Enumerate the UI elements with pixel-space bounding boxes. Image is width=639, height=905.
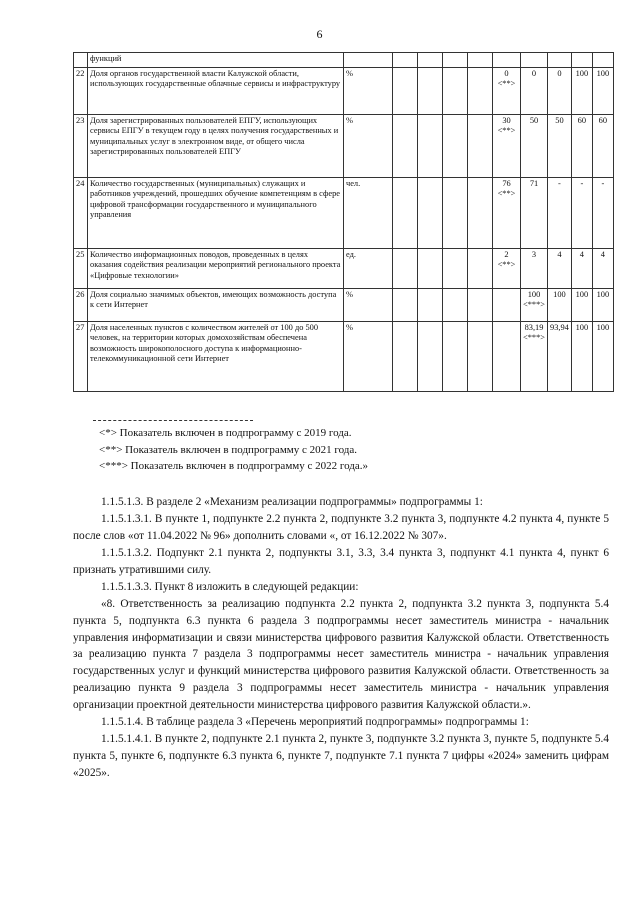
indicator-value [418,178,443,249]
indicator-value [393,178,418,249]
indicator-value [443,53,468,68]
indicator-name: Доля зарегистрированных пользователей ЕПГУ, использующих сервисы ЕПГУ в текущем году в целях получения государственных и муниципальных услуг в электронном виде, от общего числа зарегистрированных пользователей ЕПГУ [88,115,344,178]
indicator-value: 50 [548,115,572,178]
row-number: 27 [74,322,88,392]
paragraph: 1.1.5.1.3. В разделе 2 «Механизм реализации подпрограммы» подпрограммы 1: [101,496,483,508]
indicator-value: 76 <**> [493,178,521,249]
indicator-value [418,249,443,289]
unit-of-measure [344,53,393,68]
table-row [74,68,614,115]
row-number [74,53,88,68]
indicator-value [493,289,521,322]
paragraph: 1.1.5.1.4. В таблице раздела 3 «Перечень мероприятий подпрограммы» подпрограммы 1: [101,716,529,729]
unit-of-measure: % [344,289,393,322]
indicator-value [418,115,443,178]
indicator-value [571,53,592,68]
unit-of-measure: % [344,68,393,115]
table-row [74,289,614,322]
indicator-name: Доля органов государственной власти Калужской области, использующих государственные облачные сервисы и инфраструктуру [88,68,344,115]
indicator-value: 100 [592,68,613,115]
indicator-value [521,53,548,68]
row-number: 26 [74,289,88,322]
document-body [73,494,609,782]
indicator-value: 60 [571,115,592,178]
indicator-value: 0 [548,68,572,115]
table-row [74,178,614,249]
paragraph: 1.1.5.1.3.1. В пункте 1, подпункте 2.2 пункта 2, подпункте 3.2 пункта 3, подпункте 4.2 пункта 4, пункте 5 после слов «от 11.04.2022 № 96» дополнить словами «, от 16.12.2022 № 307». [73,512,609,542]
footnote-2019: <*> Показатель включен в подпрограмму с 2019 года. [99,427,352,439]
indicator-value: 100 [592,322,613,392]
indicator-value: 100 [548,289,572,322]
indicator-value [493,322,521,392]
indicator-value: 50 [521,115,548,178]
indicators-table [73,52,614,392]
indicator-value: - [592,178,613,249]
indicator-value [493,53,521,68]
indicator-value [443,289,468,322]
indicator-value [393,53,418,68]
indicator-value [418,289,443,322]
indicator-value: - [548,178,572,249]
indicator-name: Доля социально значимых объектов, имеющих возможность доступа к сети Интернет [88,289,344,322]
indicator-value [592,53,613,68]
indicator-value: 2 <**> [493,249,521,289]
indicator-value [393,68,418,115]
indicator-value [468,115,493,178]
row-number: 24 [74,178,88,249]
indicator-value [443,178,468,249]
indicator-value: 30 <**> [493,115,521,178]
row-number: 25 [74,249,88,289]
indicator-value [468,68,493,115]
paragraph: 1.1.5.1.4.1. В пункте 2, подпункте 2.1 пункта 2, пункте 3, подпункте 3.2 пункта 3, пункте 5, подпункте 5.4 пункта 5, пункте 6, подпункте 6.3 пункта 6, пункте 7, подпункте 7.1 пункта 7 цифры «2024» заменить цифрам «2025». [73,733,609,779]
indicator-value: 4 [571,249,592,289]
indicator-value [468,289,493,322]
table-row [74,53,614,68]
indicator-value: 3 [521,249,548,289]
indicator-value: 100 <***> [521,289,548,322]
indicator-value [468,249,493,289]
indicator-value: 83,19 <***> [521,322,548,392]
unit-of-measure: % [344,115,393,178]
page-number: 6 [316,27,323,41]
indicator-value: 100 [571,68,592,115]
unit-of-measure: ед. [344,249,393,289]
indicator-value: 4 [592,249,613,289]
indicator-value: 100 [571,322,592,392]
indicator-value [443,115,468,178]
indicator-value [468,53,493,68]
indicator-value [443,322,468,392]
paragraph: 1.1.5.1.3.2. Подпункт 2.1 пункта 2, подпункты 3.1, 3.3, 3.4 пункта 3, подпункт 4.1 пункта 4, пункт 6 признать утратившими силу. [73,546,609,576]
indicator-value: 100 [571,289,592,322]
indicator-name: Количество информационных поводов, проведенных в целях оказания содействия реализации мероприятий регионального проекта «Цифровые технологии» [88,249,344,289]
indicator-value: 4 [548,249,572,289]
unit-of-measure: чел. [344,178,393,249]
indicator-name: Количество государственных (муниципальных) служащих и работников учреждений, прошедших обучение компетенциям в сфере цифровой трансформации государственного и муниципального управления [88,178,344,249]
footnote-2021: <**> Показатель включен в подпрограмму с 2021 года. [99,443,358,456]
indicator-value [393,115,418,178]
indicator-value: 0 <**> [493,68,521,115]
indicator-value: 71 [521,178,548,249]
indicator-value [548,53,572,68]
indicator-value: 93,94 [548,322,572,392]
indicator-value [393,289,418,322]
indicator-value [468,178,493,249]
indicator-value [418,68,443,115]
indicator-value: 0 [521,68,548,115]
table-row [74,115,614,178]
indicator-name: функций [88,53,344,68]
footnote-2022: <***> Показатель включен в подпрограмму с 2022 года.» [99,460,369,472]
paragraph: «8. Ответственность за реализацию подпункта 2.2 пункта 2, подпункта 3.2 пункта 3, подпункта 5.4 пункта 5, подпункта 6.3 пункта 6 раздела 3 подпрограммы несет заместитель министра - начальник управления информатизации и связи министерства цифрового развития Калужской области. Ответственность за реализацию пункта 7 раздела 3 подпрограммы несет заместитель министра - начальник управления государственных услуг и функций министерства цифрового развития Калужской области. Ответственность за реализацию пункта 9 раздела 3 подпрограммы несет заместитель министра - начальник управления организации проектной деятельности министерства цифрового развития Калужской области.». [73,597,609,712]
footnotes [93,420,368,475]
indicator-value [443,249,468,289]
row-number: 23 [74,115,88,178]
table-row [74,322,614,392]
indicator-value: 100 [592,289,613,322]
row-number: 22 [74,68,88,115]
indicator-value [443,68,468,115]
indicator-value [468,322,493,392]
unit-of-measure: % [344,322,393,392]
indicator-name: Доля населенных пунктов с количеством жителей от 100 до 500 человек, на территории которых домохозяйствам обеспечена возможность широкополосного доступа к информационно-телекоммуникационной сети Интернет [88,322,344,392]
indicator-value [418,53,443,68]
paragraph: 1.1.5.1.3.3. Пункт 8 изложить в следующей редакции: [101,580,359,593]
indicator-value: 60 [592,115,613,178]
indicator-value [393,249,418,289]
footnote-separator [93,420,253,421]
indicator-value [393,322,418,392]
indicator-value [418,322,443,392]
indicator-value: - [571,178,592,249]
table-row [74,249,614,289]
